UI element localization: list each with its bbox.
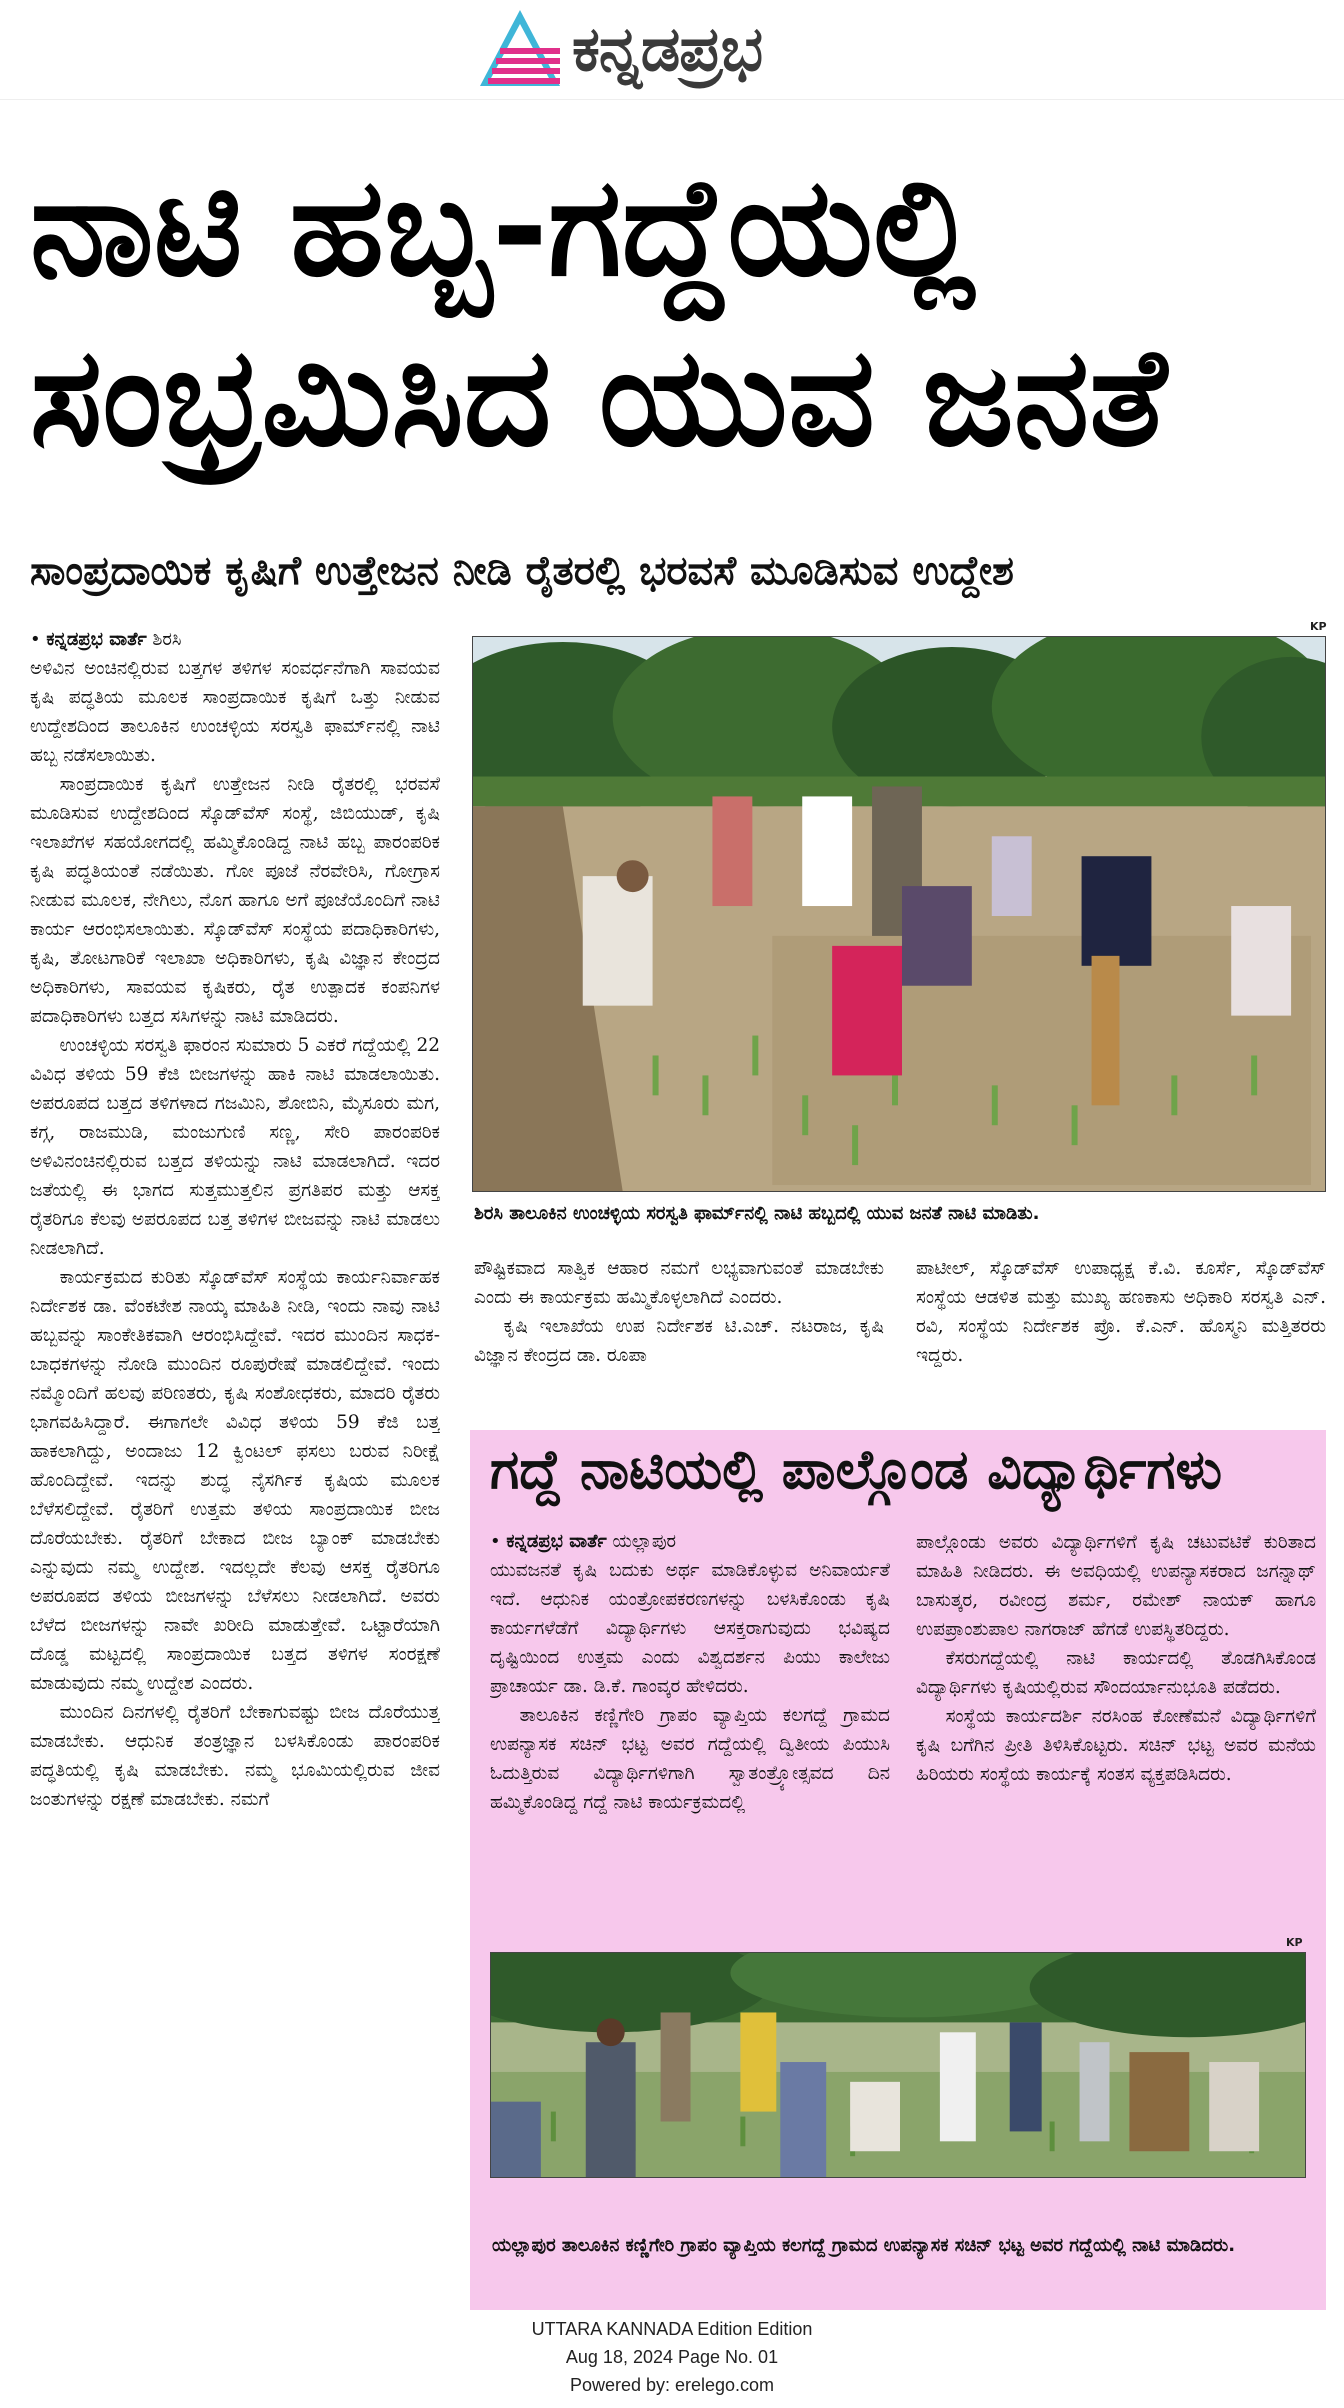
byline-place: ಯಲ್ಲಾಪುರ — [612, 1531, 677, 1552]
edition-label: UTTARA KANNADA Edition Edition — [531, 2319, 813, 2339]
paddy-planting-photo — [472, 636, 1326, 1192]
masthead — [0, 0, 1344, 100]
date-page-label: Aug 18, 2024 Page No. 01 — [565, 2347, 779, 2367]
kannada-prabha-logo-icon — [478, 8, 562, 88]
paragraph: ಕೆಸರುಗದ್ದೆಯಲ್ಲಿ ನಾಟಿ ಕಾರ್ಯದಲ್ಲಿ ತೊಡಗಿಸಿಕೊಂಡ ವಿದ್ಯಾರ್ಥಿಗಳು ಕೃಷಿಯಲ್ಲಿರುವ ಸೌಂದರ್ಯಾನುಭೂತಿ ಪಡೆದರು. — [916, 1648, 1316, 1698]
paragraph: ಕಾರ್ಯಕ್ರಮದ ಕುರಿತು ಸ್ಕೊಡ್‌ವೆಸ್ ಸಂಸ್ಥೆಯ ಕಾರ್ಯನಿರ್ವಾಹಕ ನಿರ್ದೇಶಕ ಡಾ. ವೆಂಕಟೇಶ ನಾಯ್ಕ ಮಾಹಿತಿ ನೀಡಿ, ಇಂದು ನಾವು ನಾಟಿ ಹಬ್ಬವನ್ನು ಸಾಂಕೇತಿಕವಾಗಿ ಆರಂಭಿಸಿದ್ದೇವೆ. ಇದರ ಮುಂದಿನ ಸಾಧಕ-ಬಾಧಕಗಳನ್ನು ನೋಡಿ ಮುಂದಿನ ರೂಪುರೇಷೆ ಮಾಡಲಿದ್ದೇವೆ. ಇಂದು ನಮ್ಮೊಂದಿಗೆ ಹಲವು ಪರಿಣತರು, ಕೃಷಿ ಸಂಶೋಧಕರು, ಮಾದರಿ ರೈತರು ಭಾಗವಹಿಸಿದ್ದಾರೆ. ಈಗಾಗಲೇ ವಿವಿಧ ತಳಿಯ 59 ಕೆಜಿ ಬತ್ತ ಹಾಕಲಾಗಿದ್ದು, ಅಂದಾಜು 12 ಕ್ವಿಂಟಲ್ ಫಸಲು ಬರುವ ನಿರೀಕ್ಷೆ ಹೊಂದಿದ್ದೇವೆ. ಇದನ್ನು ಶುದ್ಧ ನೈಸರ್ಗಿಕ ಕೃಷಿಯ ಮೂಲಕ ಬೆಳೆಸಲಿದ್ದೇವೆ. ರೈತರಿಗೆ ಉತ್ತಮ ತಳಿಯ ಸಾಂಪ್ರದಾಯಿಕ ಬೀಜ ದೊರೆಯಬೇಕು. ರೈತರಿಗೆ ಬೇಕಾದ ಬೀಜ ಬ್ಯಾಂಕ್ ಮಾಡಬೇಕು ಎನ್ನುವುದು ನಮ್ಮ ಉದ್ದೇಶ. ಇದಲ್ಲದೇ ಕೆಲವು ಆಸಕ್ತ ರೈತರಿಗೂ ಅಪರೂಪದ ತಳಿಯ ಬೀಜಗಳನ್ನು ಬೆಳೆಸಲು ನೀಡಲಾಗಿದೆ. ಅವರು ಬೆಳೆದ ಬೀಜಗಳನ್ನು ನಾವೇ ಖರೀದಿ ಮಾಡುತ್ತೇವೆ. ಒಟ್ಟಾರೆಯಾಗಿ ದೊಡ್ಡ ಮಟ್ಟದಲ್ಲಿ ಸಾಂಪ್ರದಾಯಿಕ ಬತ್ತದ ತಳಿಗಳ ಸಂರಕ್ಷಣೆ ಮಾಡುವುದು ನಮ್ಮ ಉದ್ದೇಶ ಎಂದರು. — [30, 1267, 440, 1694]
paragraph: ಪಾಲ್ಗೊಂಡು ಅವರು ವಿದ್ಯಾರ್ಥಿಗಳಿಗೆ ಕೃಷಿ ಚಟುವಟಿಕೆ ಕುರಿತಾದ ಮಾಹಿತಿ ನೀಡಿದರು. ಈ ಅವಧಿಯಲ್ಲಿ ಉಪನ್ಯಾಸಕರಾದ ಜಗನ್ನಾಥ್ ಬಾಸುತ್ಕರ, ರವೀಂದ್ರ ಶರ್ಮ, ರಮೇಶ್ ನಾಯಕ್ ಹಾಗೂ ಉಪಪ್ರಾಂಶುಪಾಲ ನಾಗರಾಜ್ ಹೆಗಡೆ ಉಪಸ್ಥಿತರಿದ್ದರು. — [916, 1532, 1316, 1640]
main-subheadline: ಸಾಂಪ್ರದಾಯಿಕ ಕೃಷಿಗೆ ಉತ್ತೇಜನ ನೀಡಿ ರೈತರಲ್ಲಿ ಭರವಸೆ ಮೂಡಿಸುವ ಉದ್ದೇಶ — [30, 548, 1014, 594]
student-photo-caption: ಯಲ್ಲಾಪುರ ತಾಲೂಕಿನ ಕಣ್ಣಿಗೇರಿ ಗ್ರಾಪಂ ವ್ಯಾಪ್ತಿಯ ಕಲಗದ್ದೆ ಗ್ರಾಮದ ಉಪನ್ಯಾಸಕ ಸಚಿನ್ ಭಟ್ಟ ಅವರ ಗದ್ದೆಯಲ್ಲಿ ನಾಟಿ ಮಾಡಿದರು. — [492, 2235, 1236, 2256]
paragraph: ಸಂಸ್ಥೆಯ ಕಾರ್ಯದರ್ಶಿ ನರಸಿಂಹ ಕೋಣೆಮನೆ ವಿದ್ಯಾರ್ಥಿಗಳಿಗೆ ಕೃಷಿ ಬಗೆಗಿನ ಪ್ರೀತಿ ತಿಳಿಸಿಕೊಟ್ಟರು. ಸಚಿನ್ ಭಟ್ಟ ಅವರ ಮನೆಯ ಹಿರಿಯರು ಸಂಸ್ಥೆಯ ಕಾರ್ಯಕ್ಕೆ ಸಂತಸ ವ್ಯಕ್ತಪಡಿಸಿದರು. — [916, 1706, 1316, 1785]
student-story-left-column — [490, 1528, 890, 1934]
paragraph: ತಾಲೂಕಿನ ಕಣ್ಣಿಗೇರಿ ಗ್ರಾಪಂ ವ್ಯಾಪ್ತಿಯ ಕಲಗದ್ದೆ ಗ್ರಾಮದ ಉಪನ್ಯಾಸಕ ಸಚಿನ್ ಭಟ್ಟ ಅವರ ಗದ್ದೆಯಲ್ಲಿ ದ್ವಿತೀಯ ಪಿಯುಸಿ ಓದುತ್ತಿರುವ ವಿದ್ಯಾರ್ಥಿಗಳಿಗಾಗಿ ಸ್ವಾತಂತ್ರ್ಯೋತ್ಸವದ ದಿನ ಹಮ್ಮಿಕೊಂಡಿದ್ದ ಗದ್ದೆ ನಾಟಿ ಕಾರ್ಯಕ್ರಮದಲ್ಲಿ — [490, 1705, 890, 1813]
paragraph: ಕೃಷಿ ಇಲಾಖೆಯ ಉಪ ನಿರ್ದೇಶಕ ಟಿ.ಎಚ್. ನಟರಾಜ, ಕೃಷಿ ವಿಜ್ಞಾನ ಕೇಂದ್ರದ ಡಾ. ರೂಪಾ — [474, 1316, 884, 1366]
paragraph: ಪೌಷ್ಟಿಕವಾದ ಸಾತ್ವಿಕ ಆಹಾರ ನಮಗೆ ಲಭ್ಯವಾಗುವಂತೆ ಮಾಡಬೇಕು ಎಂದು ಈ ಕಾರ್ಯಕ್ರಮ ಹಮ್ಮಿಕೊಳ್ಳಲಾಗಿದೆ ಎಂದರು. — [474, 1258, 884, 1308]
paragraph: ಅಳಿವಿನ ಅಂಚಿನಲ್ಲಿರುವ ಬತ್ತಗಳ ತಳಿಗಳ ಸಂವರ್ಧನೆಗಾಗಿ ಸಾವಯವ ಕೃಷಿ ಪದ್ಧತಿಯ ಮೂಲಕ ಸಾಂಪ್ರದಾಯಿಕ ಕೃಷಿಗೆ ಒತ್ತು ನೀಡುವ ಉದ್ದೇಶದಿಂದ ತಾಲೂಕಿನ ಉಂಚಳ್ಳಿಯ ಸರಸ್ವತಿ ಫಾರ್ಮ್‌ನಲ್ಲಿ ನಾಟಿ ಹಬ್ಬ ನಡೆಸಲಾಯಿತು. — [30, 658, 440, 766]
student-story-right-column — [916, 1528, 1316, 1934]
paragraph: ಪಾಟೀಲ್, ಸ್ಕೊಡ್‌ವೆಸ್ ಉಪಾಧ್ಯಕ್ಷ ಕೆ.ವಿ. ಕೂರ್ಸೆ, ಸ್ಕೊಡ್‌ವೆಸ್ ಸಂಸ್ಥೆಯ ಆಡಳಿತ ಮತ್ತು ಮುಖ್ಯ ಹಣಕಾಸು ಅಧಿಕಾರಿ ಸರಸ್ವತಿ ಎನ್. ರವಿ, ಸಂಸ್ಥೆಯ ನಿರ್ದೇಶಕ ಪ್ರೊ. ಕೆ.ಎನ್. ಹೊಸ್ಮನಿ ಮತ್ತಿತರರು ಇದ್ದರು. — [916, 1258, 1326, 1366]
paragraph: ಮುಂದಿನ ದಿನಗಳಲ್ಲಿ ರೈತರಿಗೆ ಬೇಕಾಗುವಷ್ಟು ಬೀಜ ದೊರೆಯುತ್ತ ಮಾಡಬೇಕು. ಆಧುನಿಕ ತಂತ್ರಜ್ಞಾನ ಬಳಸಿಕೊಂಡು ಪಾರಂಪರಿಕ ಪದ್ಧತಿಯಲ್ಲಿ ಕೃಷಿ ಮಾಡಬೇಕು. ನಮ್ಮ ಭೂಮಿಯಲ್ಲಿರುವ ಜೀವ ಜಂತುಗಳನ್ನು ರಕ್ಷಣೆ ಮಾಡಬೇಕು. ನಮಗೆ — [30, 1702, 440, 1810]
main-story-right-column — [916, 1254, 1326, 1414]
powered-by-label: Powered by: erelego.com — [569, 2375, 775, 2395]
students-planting-photo — [490, 1952, 1306, 2178]
paragraph: ಉಂಚಳ್ಳಿಯ ಸರಸ್ವತಿ ಫಾರಂನ ಸುಮಾರು 5 ಎಕರೆ ಗದ್ದೆಯಲ್ಲಿ 22 ವಿವಿಧ ತಳಿಯ 59 ಕೆಜಿ ಬೀಜಗಳನ್ನು ಹಾಕಿ ನಾಟಿ ಮಾಡಲಾಯಿತು. ಅಪರೂಪದ ಬತ್ತದ ತಳಿಗಳಾದ ಗಜಮಿನಿ, ಶೋಬಿನಿ, ಮೈಸೂರು ಮಗ, ಕಗ್ಗ, ರಾಜಮುಡಿ, ಮಂಜುಗುಣಿ ಸಣ್ಣ, ಸೇರಿ ಪಾರಂಪರಿಕ ಅಳಿವಿನಂಚಿನಲ್ಲಿರುವ ಬತ್ತದ ತಳಿಯನ್ನು ನಾಟಿ ಮಾಡಲಾಗಿದೆ. ಇದರ ಜತೆಯಲ್ಲಿ ಈ ಭಾಗದ ಸುತ್ತಮುತ್ತಲಿನ ಪ್ರಗತಿಪರ ಮತ್ತು ಆಸಕ್ತ ರೈತರಿಗೂ ಕೆಲವು ಅಪರೂಪದ ಬತ್ತ ತಳಿಗಳ ಬೀಜವನ್ನು ನಾಟಿ ಮಾಡಲು ನೀಡಲಾಗಿದೆ. — [30, 1035, 440, 1259]
main-photo-caption: ಶಿರಸಿ ತಾಲೂಕಿನ ಉಂಚಳ್ಳಿಯ ಸರಸ್ವತಿ ಫಾರ್ಮ್‌ನಲ್ಲಿ ನಾಟಿ ಹಬ್ಬದಲ್ಲಿ ಯುವ ಜನತೆ ನಾಟಿ ಮಾಡಿತು. — [474, 1203, 1040, 1224]
paragraph: ಸಾಂಪ್ರದಾಯಿಕ ಕೃಷಿಗೆ ಉತ್ತೇಜನ ನೀಡಿ ರೈತರಲ್ಲಿ ಭರವಸೆ ಮೂಡಿಸುವ ಉದ್ದೇಶದಿಂದ ಸ್ಕೊಡ್‌ವೆಸ್ ಸಂಸ್ಥೆ, ಜಿಬಿಯುಡ್, ಕೃಷಿ ಇಲಾಖೆಗಳ ಸಹಯೋಗದಲ್ಲಿ ಹಮ್ಮಿಕೊಂಡಿದ್ದ ನಾಟಿ ಹಬ್ಬ ಪಾರಂಪರಿಕ ಕೃಷಿ ಪದ್ಧತಿಯಂತೆ ನಡೆಯಿತು. ಗೋ ಪೂಜೆ ನೆರವೇರಿಸಿ, ಗೋಗ್ರಾಸ ನೀಡುವ ಮೂಲಕ, ನೇಗಿಲು, ನೊಗ ಹಾಗೂ ಅಗೆ ಪೂಜೆಯೊಂದಿಗೆ ನಾಟಿ ಕಾರ್ಯ ಆರಂಭಿಸಲಾಯಿತು. ಸ್ಕೊಡ್‌ವೆಸ್ ಸಂಸ್ಥೆಯ ಪದಾಧಿಕಾರಿಗಳು, ಕೃಷಿ, ತೋಟಗಾರಿಕೆ ಇಲಾಖಾ ಅಧಿಕಾರಿಗಳು, ಕೃಷಿ ವಿಜ್ಞಾನ ಕೇಂದ್ರದ ಅಧಿಕಾರಿಗಳು, ಸಾವಯವ ಕೃಷಿಕರು, ರೈತ ಉತ್ಪಾದಕ ಕಂಪನಿಗಳ ಪದಾಧಿಕಾರಿಗಳು ಬತ್ತದ ಸಸಿಗಳನ್ನು ನಾಟಿ ಮಾಡಿದರು. — [30, 774, 440, 1027]
student-story-headline: ಗದ್ದೆ ನಾಟಿಯಲ್ಲಿ ಪಾಲ್ಗೊಂಡ ವಿದ್ಯಾರ್ಥಿಗಳು — [490, 1438, 1223, 1501]
main-headline-line1: ನಾಟಿ ಹಬ್ಬ-ಗದ್ದೆಯಲ್ಲಿ — [30, 149, 976, 307]
photo-credit: KP — [1310, 620, 1327, 633]
byline-source: ಕನ್ನಡಪ್ರಭ ವಾರ್ತೆ — [46, 629, 147, 650]
main-story-mid-column — [474, 1254, 884, 1414]
main-headline-line2: ಸಂಭ್ರಮಿಸಿದ ಯುವ ಜನತೆ — [30, 319, 1167, 477]
photo-credit: KP — [1286, 1936, 1303, 1949]
main-story-left-column — [30, 626, 440, 2306]
byline-source: ಕನ್ನಡಪ್ರಭ ವಾರ್ತೆ — [506, 1531, 607, 1552]
brand-wordmark: ಕನ್ನಡಪ್ರಭ — [572, 12, 763, 85]
main-byline: • ಕನ್ನಡಪ್ರಭ ವಾರ್ತೆ ಶಿರಸಿ — [30, 629, 182, 650]
student-byline: • ಕನ್ನಡಪ್ರಭ ವಾರ್ತೆ ಯಲ್ಲಾಪುರ — [490, 1531, 677, 1552]
byline-place: ಶಿರಸಿ — [152, 629, 182, 650]
paragraph: ಯುವಜನತೆ ಕೃಷಿ ಬದುಕು ಅರ್ಥ ಮಾಡಿಕೊಳ್ಳುವ ಅನಿವಾರ್ಯತೆ ಇದೆ. ಆಧುನಿಕ ಯಂತ್ರೋಪಕರಣಗಳನ್ನು ಬಳಸಿಕೊಂಡು ಕೃಷಿ ಕಾರ್ಯಗಳೆಡೆಗೆ ವಿದ್ಯಾರ್ಥಿಗಳು ಆಸಕ್ತರಾಗುವುದು ಭವಿಷ್ಯದ ದೃಷ್ಟಿಯಿಂದ ಉತ್ತಮ ಎಂದು ವಿಶ್ವದರ್ಶನ ಪಿಯು ಕಾಲೇಜು ಪ್ರಾಚಾರ್ಯ ಡಾ. ಡಿ.ಕೆ. ಗಾಂವ್ಕರ ಹೇಳಿದರು. — [490, 1560, 890, 1697]
